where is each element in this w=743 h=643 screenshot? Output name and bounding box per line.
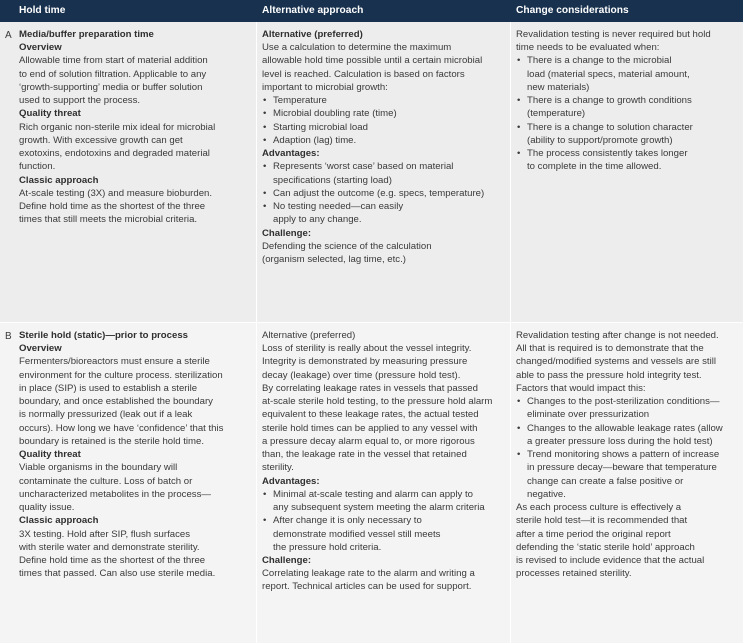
header-alternative-approach: Alternative approach (262, 5, 364, 16)
text-line: processes retained sterility. (516, 568, 632, 580)
header-change-considerations: Change considerations (516, 5, 629, 16)
list-item: • Starting microbial load (262, 121, 510, 134)
text-line: Correlating leakage rate to the alarm and writing a (262, 568, 475, 580)
text-line: sterile hold test—it is recommended that (516, 515, 688, 527)
text-line: time needs to be evaluated when: (516, 42, 660, 54)
text-line: ‘growth-supporting’ media or buffer solution (19, 81, 203, 93)
change-considerations-cell (516, 28, 738, 174)
text-line: important to microbial growth: (262, 81, 388, 93)
text-line: is normally pressurized (leak out if a leak (19, 409, 193, 421)
table-row-b (0, 323, 743, 643)
text-line: a pressure decay alarm equal to, or more rigorous (262, 435, 475, 447)
text-line: at-scale sterile hold testing, to the pressure hold alarm (262, 396, 493, 408)
text-line: allowable hold time possible until a certain microbial (262, 55, 483, 67)
text-line: Allowable time from start of material addition (19, 55, 208, 67)
overview-heading: Overview (19, 42, 62, 54)
text-line: able to pass the pressure hold integrity test. (516, 369, 702, 381)
text-line: Integrity is demonstrated by measuring pressure (262, 356, 468, 368)
advantages-heading: Advantages: (262, 475, 320, 487)
list-item: • There is a change to growth conditions (temperature) (516, 94, 738, 120)
list-item: • There is a change to the microbial load (material specs, material amount, new materials) (516, 54, 738, 94)
text-line: in place (SIP) is used to establish a sterile (19, 382, 198, 394)
list-item: • Can adjust the outcome (e.g. specs, temperature) (262, 187, 510, 200)
alternative-approach-cell (262, 329, 510, 594)
factor-list (262, 94, 510, 147)
list-item: • No testing needed—can easily apply to any change. (262, 200, 510, 226)
text-line: (organism selected, lag time, etc.) (262, 253, 406, 265)
text-line: after a time period the original report (516, 528, 671, 540)
text-line: is revised to include evidence that the actual (516, 554, 705, 566)
list-item: • Represents ‘worst case’ based on material specifications (starting load) (262, 160, 510, 186)
text-line: Factors that would impact this: (516, 382, 646, 394)
text-line: uncharacterized metabolites in the process— (19, 488, 211, 500)
row-letter: B (5, 331, 12, 342)
advantages-list (262, 488, 510, 554)
text-line: At-scale testing (3X) and measure bioburden. (19, 187, 213, 199)
list-item: • Trend monitoring shows a pattern of increase in pressure decay—beware that temperature change can create a false positive or negative. (516, 448, 738, 501)
quality-threat-heading: Quality threat (19, 449, 81, 461)
table-row-a (0, 22, 743, 323)
classic-approach-heading: Classic approach (19, 515, 99, 527)
advantages-heading: Advantages: (262, 148, 320, 160)
text-line: to end of solution filtration. Applicable to any (19, 68, 207, 80)
overview-heading: Overview (19, 343, 62, 355)
header-hold-time: Hold time (19, 5, 66, 16)
row-divider (0, 322, 743, 323)
classic-approach-heading: Classic approach (19, 174, 99, 186)
list-item: • Changes to the allowable leakage rates (allow a greater pressure loss during the hold test) (516, 422, 738, 448)
text-line: level is reached. Calculation is based on factors (262, 68, 465, 80)
hold-time-cell (19, 28, 256, 227)
text-line: 3X testing. Hold after SIP, flush surfaces (19, 528, 191, 540)
text-line: environment for the culture process. sterilization (19, 369, 223, 381)
text-line: Revalidation testing after change is not needed. (516, 330, 719, 341)
text-line: Rich organic non-sterile mix ideal for microbial (19, 121, 216, 133)
text-line: By correlating leakage rates in vessels that passed (262, 382, 478, 394)
hold-time-cell (19, 329, 256, 580)
text-line: Define hold time as the shortest of the three (19, 554, 206, 566)
text-line: All that is required is to demonstrate that the (516, 343, 704, 355)
text-line: sterile hold times can be applied to any vessel with (262, 422, 478, 434)
alternative-approach-cell (262, 28, 510, 266)
list-item: • Adaption (lag) time. (262, 134, 510, 147)
list-item: • Minimal at-scale testing and alarm can apply to any subsequent system meeting the alarm criteria (262, 488, 510, 514)
text-line: function. (19, 161, 56, 173)
list-item: • Temperature (262, 94, 510, 107)
text-line: contaminate the culture. Loss of batch or (19, 475, 193, 487)
text-line: exotoxins, endotoxins and degraded material (19, 148, 210, 160)
text-line: Define hold time as the shortest of the three (19, 201, 206, 213)
cell-title: Media/buffer preparation time (19, 29, 154, 40)
text-line: times that still meets the microbial criteria. (19, 214, 198, 226)
text-line: decay (leakage) over time (pressure hold test). (262, 369, 461, 381)
list-item: • Changes to the post-sterilization conditions— eliminate over pressurization (516, 395, 738, 421)
cell-title: Alternative (preferred) (262, 29, 363, 40)
cell-title: Sterile hold (static)—prior to process (19, 330, 188, 341)
text-line: Viable organisms in the boundary will (19, 462, 178, 474)
text-line: Revalidation testing is never required but hold (516, 29, 711, 40)
text-line: boundary, and once established the boundary (19, 396, 213, 408)
text-line: report. Technical articles can be used for support. (262, 581, 472, 593)
text-line: than, the leakage rate in the vessel that retained (262, 449, 467, 461)
text-line: growth. With excessive growth can get (19, 134, 183, 146)
list-item: • There is a change to solution character (ability to support/promote growth) (516, 121, 738, 147)
text-line: equivalent to these leakage rates, the actual tested (262, 409, 479, 421)
text-line: Use a calculation to determine the maximum (262, 42, 452, 54)
change-considerations-cell (516, 329, 738, 580)
text-line: used to support the process. (19, 95, 141, 107)
change-list (516, 54, 738, 173)
list-item: • After change it is only necessary to demonstrate modified vessel still meets the pressure hold criteria. (262, 514, 510, 554)
text-line: changed/modified systems and vessels are still (516, 356, 716, 368)
text-line: Defending the science of the calculation (262, 240, 432, 252)
challenge-heading: Challenge: (262, 554, 312, 566)
text-line: quality issue. (19, 502, 75, 514)
challenge-heading: Challenge: (262, 227, 312, 239)
text-line: sterility. (262, 462, 294, 474)
list-item: • The process consistently takes longer to complete in the time allowed. (516, 147, 738, 173)
quality-threat-heading: Quality threat (19, 108, 81, 120)
text-line: occurs). How long we have ‘confidence’ that this (19, 422, 224, 434)
text-line: Loss of sterility is really about the vessel integrity. (262, 343, 472, 355)
row-letter: A (5, 30, 12, 41)
text-line: boundary is retained is the sterile hold time. (19, 435, 205, 447)
text-line: Fermenters/bioreactors must ensure a sterile (19, 356, 210, 368)
text-line: defending the ‘static sterile hold’ approach (516, 541, 695, 553)
text-line: with sterile water and demonstrate sterility. (19, 541, 200, 553)
text-line: Alternative (preferred) (262, 330, 356, 341)
table-header (0, 0, 743, 22)
text-line: As each process culture is effectively a (516, 502, 682, 514)
list-item: • Microbial doubling rate (time) (262, 107, 510, 120)
text-line: times that passed. Can also use sterile media. (19, 568, 216, 580)
change-list (516, 395, 738, 501)
advantages-list (262, 160, 510, 226)
